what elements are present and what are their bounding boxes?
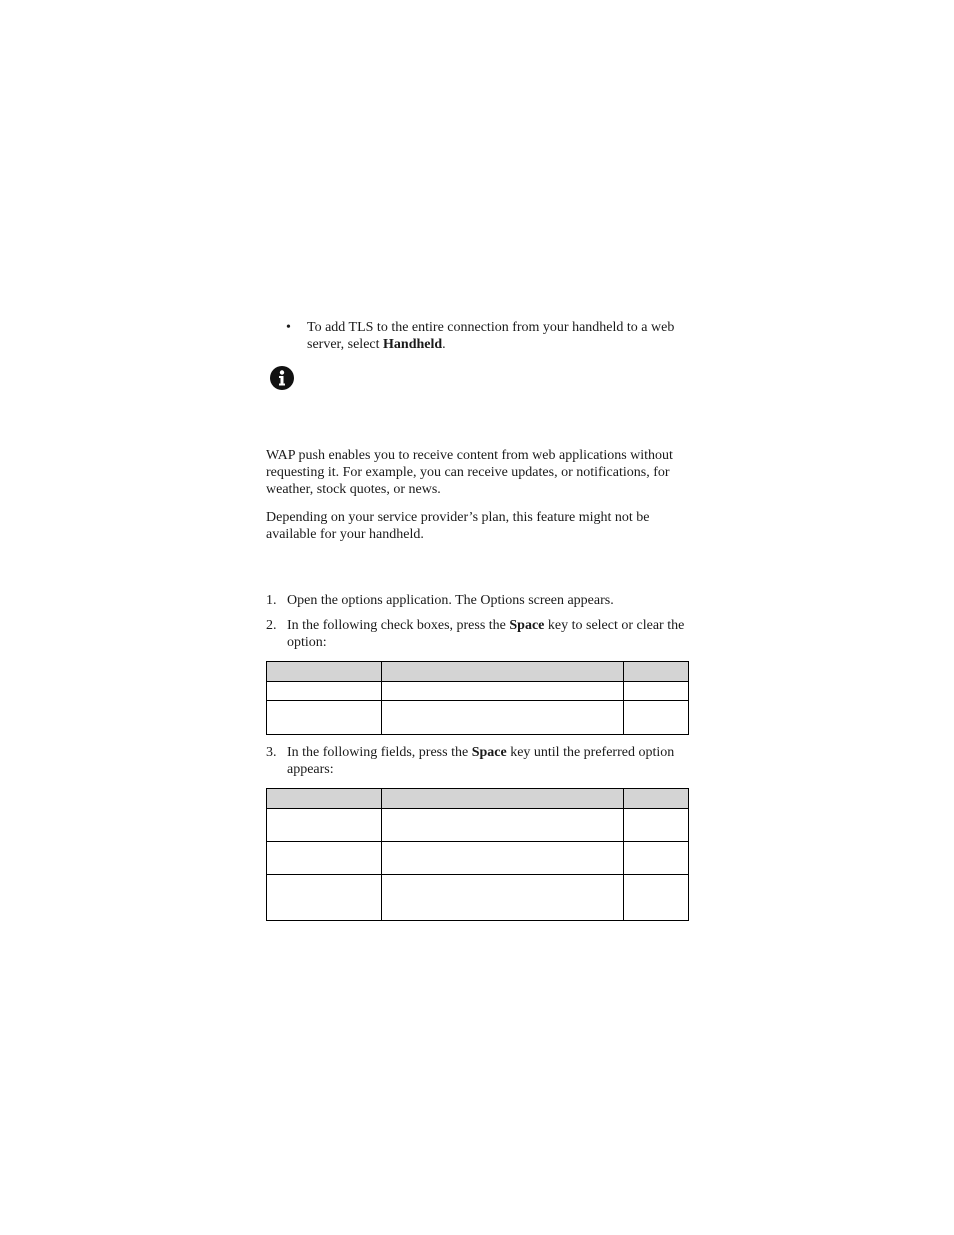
table-cell bbox=[267, 875, 382, 921]
step-text-lead: In the following fields, press the bbox=[287, 745, 472, 760]
table-row bbox=[267, 875, 689, 921]
table-cell bbox=[267, 682, 382, 701]
information-icon bbox=[269, 365, 295, 391]
table-header-row bbox=[267, 662, 689, 682]
table-header-cell bbox=[267, 662, 382, 682]
options-table-fields bbox=[266, 788, 689, 921]
paragraph-service-plan-note: Depending on your service provider’s plan, this feature might not be available for your handheld. bbox=[266, 510, 650, 542]
table-cell bbox=[624, 842, 689, 875]
table-cell bbox=[382, 842, 624, 875]
bullet-item-text bbox=[307, 319, 692, 353]
table-header-cell bbox=[624, 789, 689, 809]
bullet-text-tail: . bbox=[442, 337, 446, 352]
table-header-row bbox=[267, 789, 689, 809]
table-row bbox=[267, 809, 689, 842]
table-row bbox=[267, 701, 689, 735]
paragraph-wap-push-intro: WAP push enables you to receive content from web applications without requesting it. For example, you can receive updates, or notifications, for weather, stock quotes, or news. bbox=[266, 448, 673, 497]
step-text-lead: In the following check boxes, press the bbox=[287, 618, 510, 633]
table-header-cell bbox=[382, 789, 624, 809]
step-number: 3. bbox=[266, 745, 277, 760]
table-cell bbox=[624, 875, 689, 921]
table-cell bbox=[382, 809, 624, 842]
step-text-tail: key to select or clear the option: bbox=[287, 618, 685, 650]
step-text-lead: Open the options application. The Options screen appears. bbox=[287, 593, 614, 608]
table-cell bbox=[382, 682, 624, 701]
step-number: 2. bbox=[266, 618, 277, 633]
bullet-text-bold: Handheld bbox=[383, 337, 443, 352]
table-row bbox=[267, 842, 689, 875]
table-header-cell bbox=[382, 662, 624, 682]
table-cell bbox=[267, 842, 382, 875]
bullet-text-lead: To add TLS to the entire connection from your handheld to a web server, select bbox=[307, 320, 675, 352]
bullet-marker: • bbox=[286, 320, 291, 335]
table-cell bbox=[267, 701, 382, 735]
step-number: 1. bbox=[266, 593, 277, 608]
step-text bbox=[287, 617, 687, 651]
step-text bbox=[287, 592, 687, 609]
table-cell bbox=[624, 809, 689, 842]
table-cell bbox=[624, 682, 689, 701]
step-text-tail: key until the preferred option appears: bbox=[287, 745, 675, 777]
table-cell bbox=[267, 809, 382, 842]
table-cell bbox=[624, 701, 689, 735]
options-table-checkboxes bbox=[266, 661, 689, 735]
table-cell bbox=[382, 701, 624, 735]
step-key-bold: Space bbox=[471, 745, 507, 760]
table-row bbox=[267, 682, 689, 701]
step-key-bold: Space bbox=[509, 618, 545, 633]
table-header-cell bbox=[624, 662, 689, 682]
table-header-cell bbox=[267, 789, 382, 809]
step-text bbox=[287, 744, 687, 778]
table-cell bbox=[382, 875, 624, 921]
